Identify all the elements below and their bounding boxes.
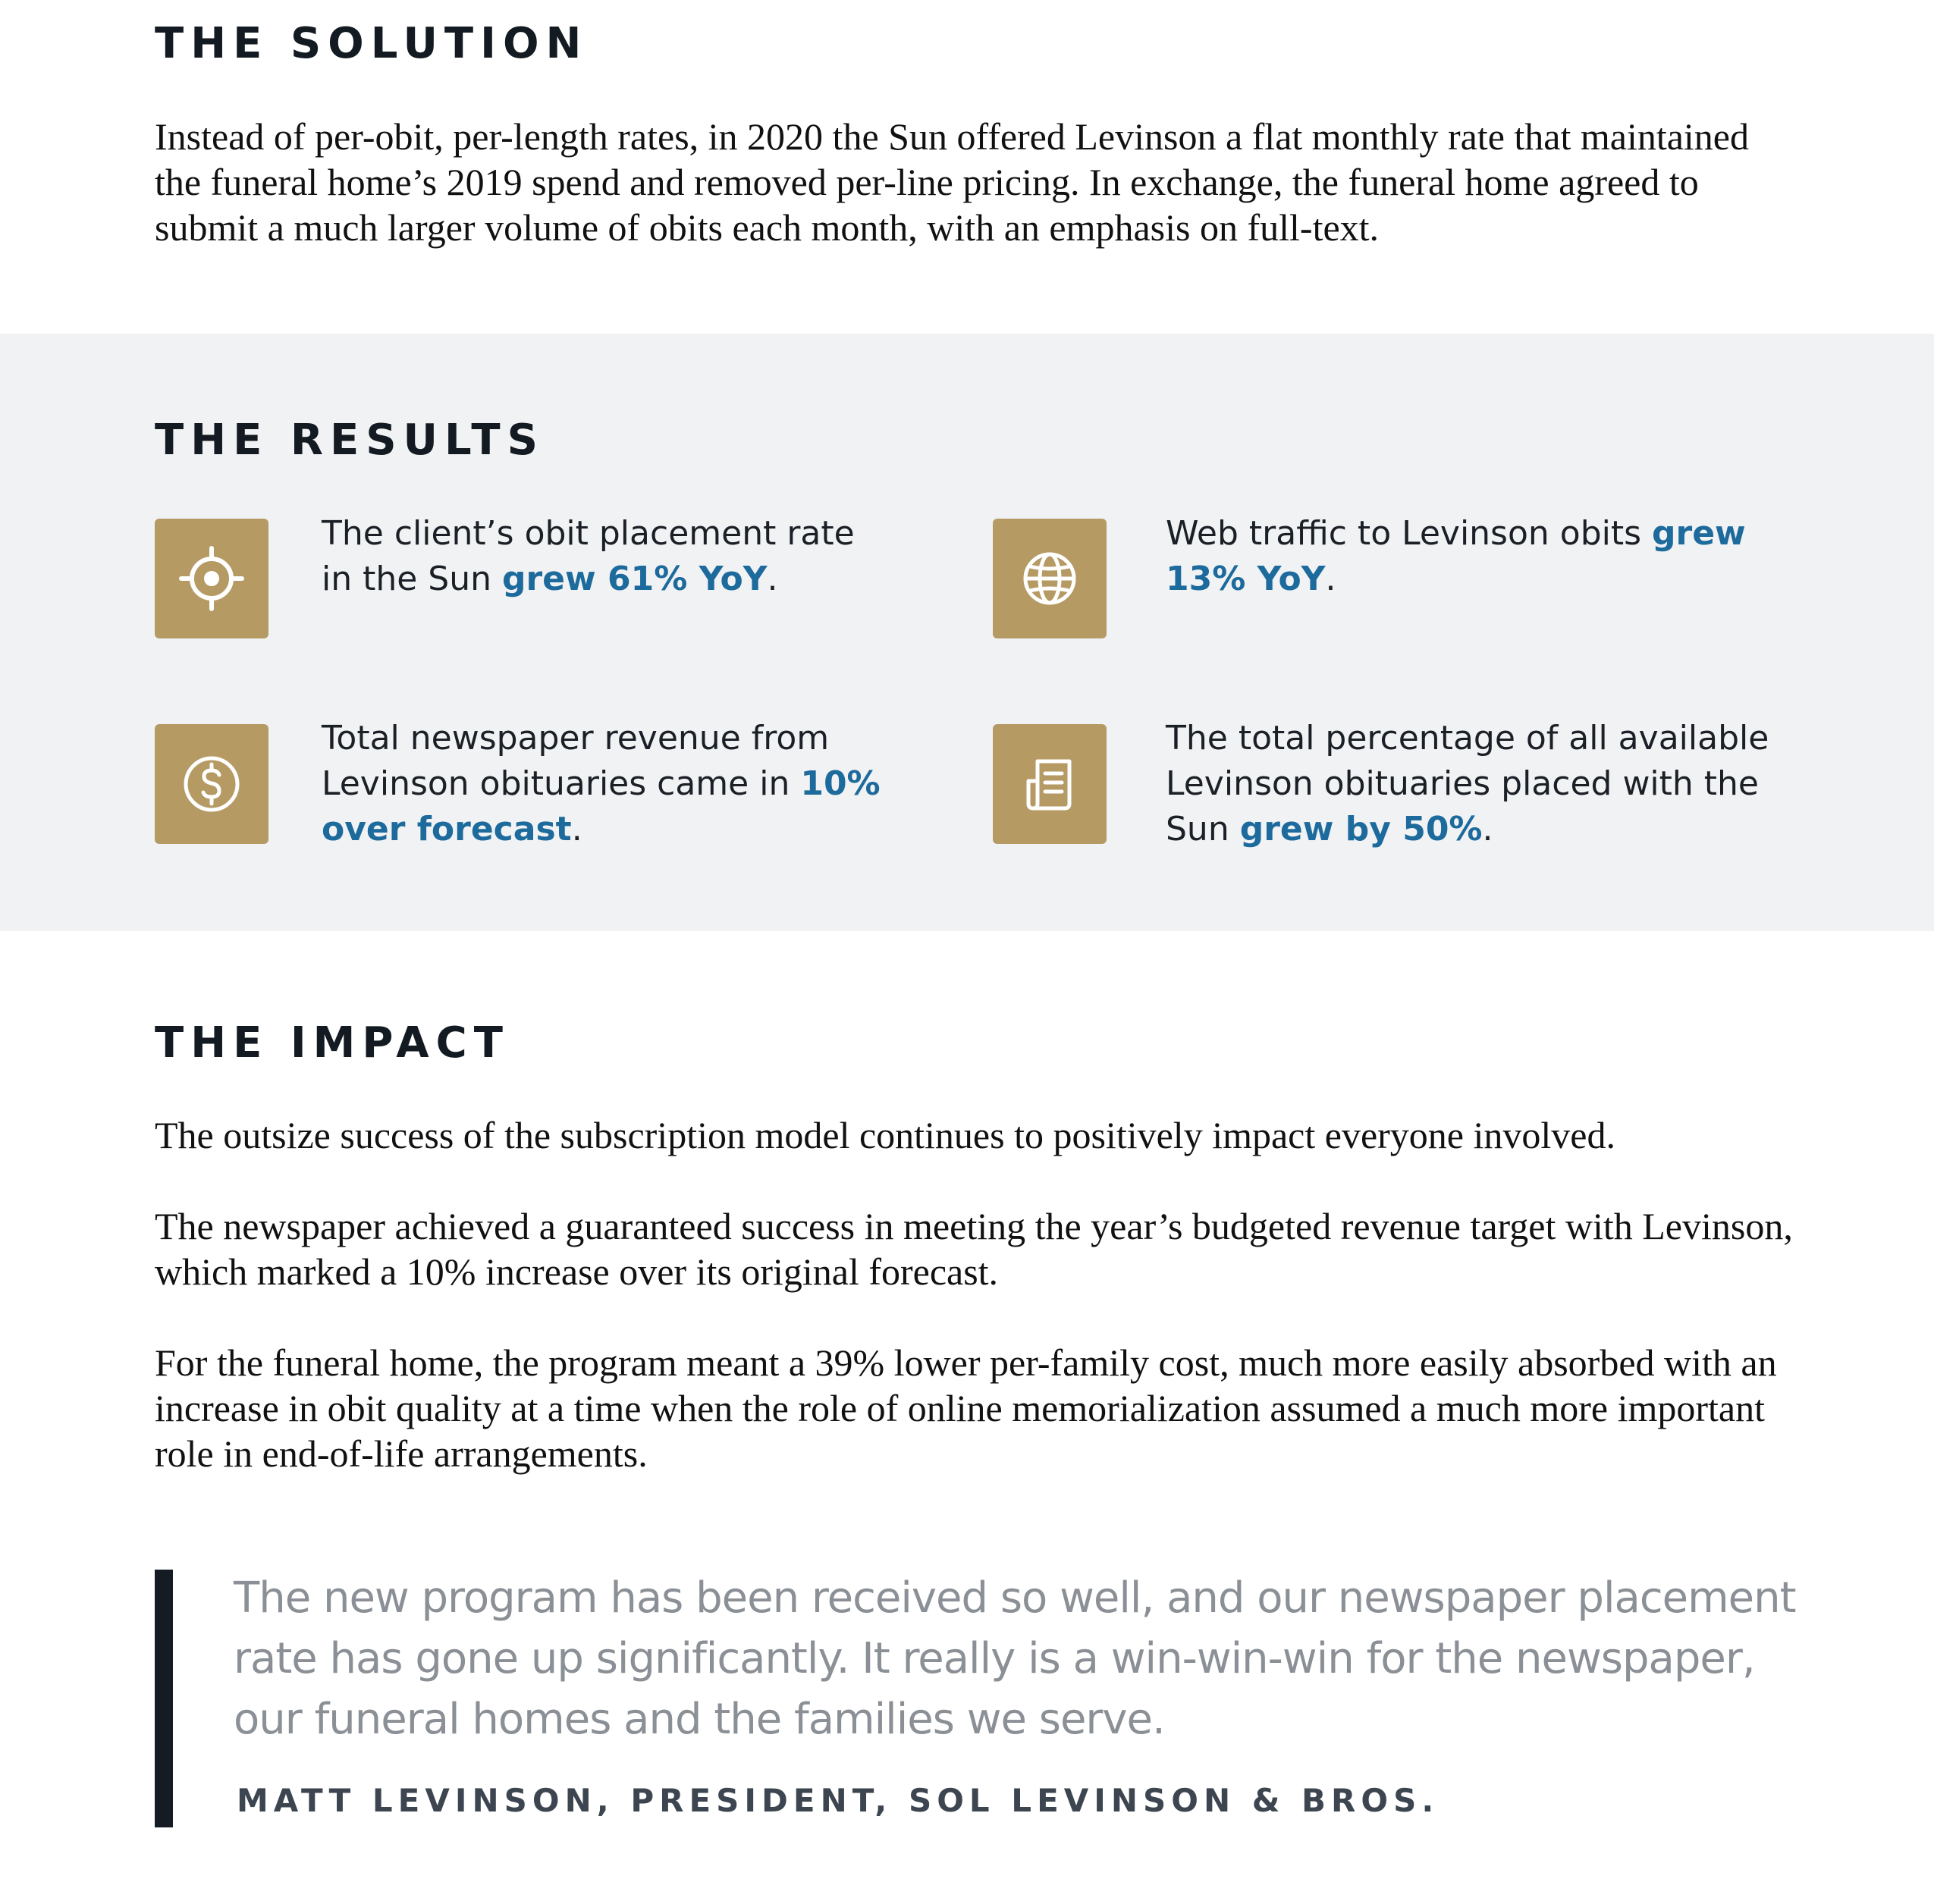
- result-highlight: grew 61% YoY: [501, 560, 768, 598]
- newspaper-icon: [993, 724, 1107, 844]
- impact-heading: THE IMPACT: [155, 1018, 510, 1068]
- solution-heading: THE SOLUTION: [155, 19, 589, 68]
- result-placement-rate: The client’s obit placement rate in the Sun grew 61% YoY.: [322, 514, 855, 598]
- result-highlight: grew 13% YoY: [1166, 514, 1746, 598]
- solution-paragraph: Instead of per-obit, per-length rates, in 2020 the Sun offered Levinson a flat monthly rate that maintained the funeral home’s 2019 spend and removed per-line pricing. In exchange, the funeral home agreed to submit a much larger volume of obits each month, with an emphasis on full-text.: [155, 115, 1750, 249]
- result-highlight: grew by 50%: [1239, 810, 1483, 848]
- result-highlight: 10% over forecast: [322, 764, 881, 848]
- impact-paragraph-1: The outsize success of the subscription model continues to positively impact everyone involved.: [155, 1114, 1615, 1156]
- globe-icon: [993, 519, 1107, 638]
- result-percentage: The total percentage of all available Levinson obituaries placed with the Sun grew by 50%.: [1166, 719, 1769, 848]
- target-icon: [155, 519, 268, 638]
- results-heading: THE RESULTS: [155, 416, 545, 465]
- impact-paragraph-2: The newspaper achieved a guaranteed success in meeting the year’s budgeted revenue target with Levinson, which marked a 10% increase over its original forecast.: [155, 1205, 1793, 1293]
- pull-quote: The new program has been received so well, and our newspaper placement rate has gone up significantly. It really is a win-win-win for the newspaper, our funeral homes and the families we serve.: [234, 1573, 1796, 1744]
- dollar-icon: [155, 724, 268, 844]
- impact-paragraph-3: For the funeral home, the program meant a 39% lower per-family cost, much more easily absorbed with an increase in obit quality at a time when the role of online memorialization assumed a much more important role in end-of-life arrangements.: [155, 1341, 1777, 1475]
- result-web-traffic: Web traffic to Levinson obits grew 13% YoY.: [1166, 514, 1746, 598]
- quote-attribution: MATT LEVINSON, PRESIDENT, SOL LEVINSON & BROS.: [237, 1782, 1440, 1819]
- quote-bar: [155, 1570, 173, 1827]
- result-revenue: Total newspaper revenue from Levinson obituaries came in 10% over forecast.: [322, 719, 881, 848]
